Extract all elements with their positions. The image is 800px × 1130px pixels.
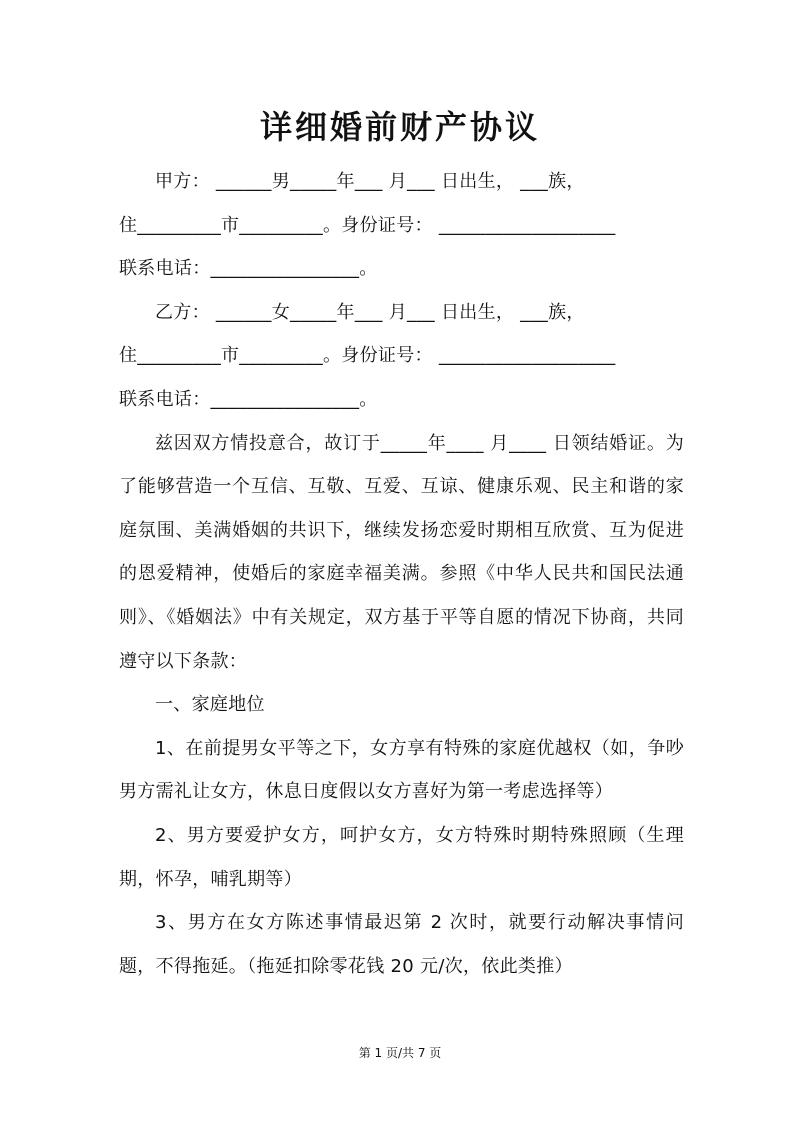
party-a-line-3: 联系电话：________________。 bbox=[119, 258, 378, 280]
party-b-line-1: 乙方： ______女_____年___ 月___ 日出生， ___族， bbox=[155, 301, 585, 323]
clause-3: 3、男方在女方陈述事情最迟第 2 次时，就要行动解决事情问题，不得拖延。（拖延扣除零花钱 20 元/次，依此类推） bbox=[119, 912, 684, 977]
party-a-line-1: 甲方： ______男_____年___ 月___ 日出生， ___族， bbox=[155, 171, 585, 192]
party-a-line-2: 住_________市_________。身份证号： ___________________ bbox=[119, 214, 616, 236]
party-a-block bbox=[119, 160, 684, 291]
document-body bbox=[119, 160, 684, 988]
document-title: 详细婚前财产协议 bbox=[259, 108, 540, 146]
party-b-block bbox=[119, 291, 684, 422]
page-number-footer: 第 1 页/共 7 页 bbox=[358, 1046, 442, 1060]
section-heading: 一、家庭地位 bbox=[155, 694, 265, 716]
clause-1: 1、在前提男女平等之下，女方享有特殊的家庭优越权（如，争吵男方需礼让女方，休息日度假以女方喜好为第一考虑选择等） bbox=[119, 737, 684, 803]
preamble-paragraph: 兹因双方情投意合，故订于_____年____ 月____ 日领结婚证。为了能够营造一个互信、互敬、互爱、互谅、健康乐观、民主和谐的家庭氛围、美满婚姻的共识下，继续发扬恋爱时期相互欣赏、互为促进的恩爱精神，使婚后的家庭幸福美满。参照《中华人民共和国民法通则》、《婚姻法》中有关规定，双方基于平等自愿的情况下协商，共同遵守以下条款： bbox=[119, 432, 684, 672]
clause-2: 2、男方要爱护女方，呵护女方，女方特殊时期特殊照顾（生理期，怀孕，哺乳期等） bbox=[119, 824, 684, 890]
party-b-line-3: 联系电话：________________。 bbox=[119, 388, 378, 410]
party-b-line-2: 住_________市_________。身份证号： ___________________ bbox=[119, 345, 616, 367]
